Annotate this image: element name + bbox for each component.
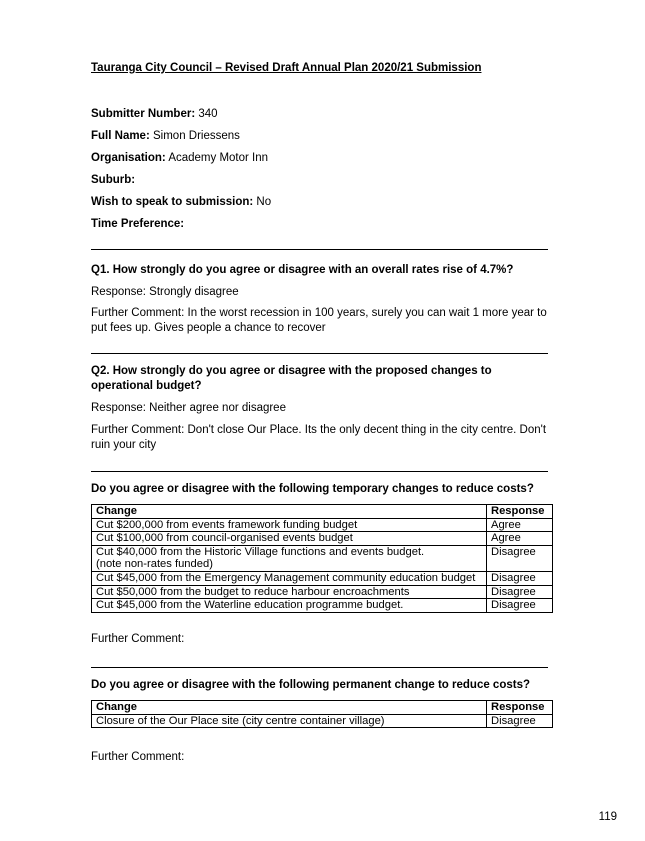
temporary-changes-question: Do you agree or disagree with the following temporary changes to reduce costs?: [91, 483, 534, 495]
table-header-row: [92, 505, 553, 519]
field-label: Organisation:: [91, 152, 166, 164]
document-title: Tauranga City Council – Revised Draft Annual Plan 2020/21 Submission: [91, 62, 482, 74]
table-row: [92, 518, 553, 532]
table-row: [92, 714, 553, 728]
divider: [91, 667, 548, 668]
temporary-changes-table: [91, 504, 553, 613]
permanent-change-question: Do you agree or disagree with the following permanent change to reduce costs?: [91, 679, 530, 691]
q1-question: Q1. How strongly do you agree or disagree with an overall rates rise of 4.7%?: [91, 264, 514, 276]
table-row: [92, 532, 553, 546]
table-row: [92, 545, 553, 571]
q2-question: Q2. How strongly do you agree or disagree with the proposed changes to operational budget?: [91, 365, 492, 392]
column-header-response: Response: [487, 505, 553, 519]
divider: [91, 249, 548, 250]
field-label: Wish to speak to submission:: [91, 196, 254, 208]
temporary-further-comment: Further Comment:: [91, 633, 185, 645]
change-cell: Cut $45,000 from the Emergency Management community education budget: [92, 571, 487, 585]
table-row: [92, 599, 553, 613]
response-cell: Disagree: [487, 714, 553, 728]
response-cell: Disagree: [487, 599, 553, 613]
divider: [91, 353, 548, 354]
permanent-further-comment: Further Comment:: [91, 751, 185, 763]
q2-comment: Further Comment: Don't close Our Place. Its the only decent thing in the city centre. Don't ruin your city: [91, 424, 547, 451]
time-preference-field: [91, 218, 184, 230]
change-cell: Cut $100,000 from council-organised events budget: [92, 532, 487, 546]
wish-to-speak-field: [91, 196, 271, 208]
table-row: [92, 571, 553, 585]
field-value: 340: [195, 108, 218, 120]
change-cell: [92, 545, 487, 571]
response-cell: Disagree: [487, 545, 553, 571]
table-row: [92, 585, 553, 599]
field-value: Academy Motor Inn: [165, 152, 269, 164]
field-label: Full Name:: [91, 130, 150, 142]
change-note: (note non-rates funded): [96, 558, 213, 571]
field-label: Time Preference:: [91, 218, 185, 230]
field-label: Submitter Number:: [91, 108, 196, 120]
organisation-field: [91, 152, 268, 164]
change-cell: Closure of the Our Place site (city centre container village): [92, 714, 487, 728]
column-header-change: Change: [92, 505, 487, 519]
change-cell: Cut $45,000 from the Waterline education programme budget.: [92, 599, 487, 613]
field-value: Simon Driessens: [149, 130, 240, 142]
column-header-response: Response: [487, 701, 553, 715]
field-value: No: [253, 196, 272, 208]
response-cell: Agree: [487, 532, 553, 546]
change-cell: Cut $200,000 from events framework funding budget: [92, 518, 487, 532]
full-name-field: [91, 130, 240, 142]
change-line: Cut $40,000 from the Historic Village functions and events budget.: [96, 545, 425, 558]
response-cell: Agree: [487, 518, 553, 532]
change-cell: Cut $50,000 from the budget to reduce harbour encroachments: [92, 585, 487, 599]
response-cell: Disagree: [487, 571, 553, 585]
field-label: Suburb:: [91, 174, 136, 186]
q1-response: Response: Strongly disagree: [91, 286, 239, 298]
table-header-row: [92, 701, 553, 715]
column-header-change: Change: [92, 701, 487, 715]
response-cell: Disagree: [487, 585, 553, 599]
q1-comment: Further Comment: In the worst recession in 100 years, surely you can wait 1 more year to put fees up. Gives people a chance to recover: [91, 307, 547, 334]
suburb-field: [91, 174, 135, 186]
page-number: 119: [598, 811, 617, 823]
submitter-number-field: [91, 108, 218, 120]
divider: [91, 471, 548, 472]
q2-response: Response: Neither agree nor disagree: [91, 402, 286, 414]
permanent-change-table: [91, 700, 553, 728]
